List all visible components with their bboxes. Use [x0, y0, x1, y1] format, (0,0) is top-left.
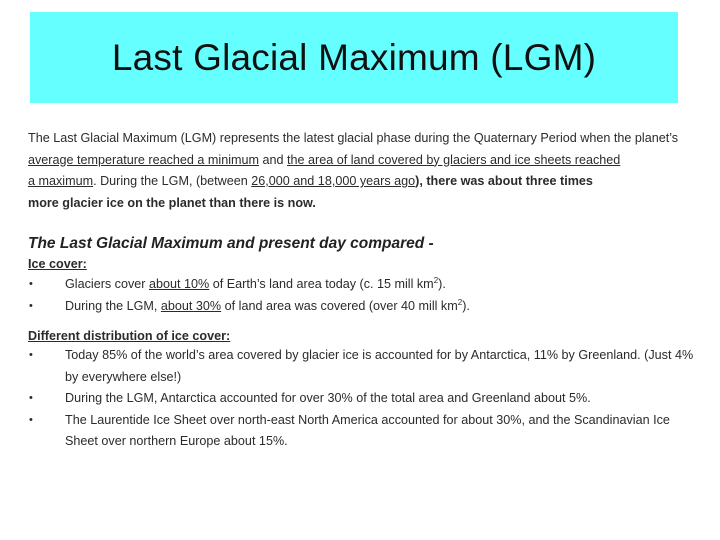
intro-bold-text: more glacier ice on the planet than there is now.: [28, 195, 316, 210]
slide-content: [28, 128, 700, 453]
intro-underlined-text: average temperature reached a minimum: [28, 152, 259, 167]
list-item: [28, 410, 700, 453]
distribution-list: [28, 345, 700, 453]
intro-paragraph: [28, 128, 700, 214]
intro-text: and: [259, 152, 288, 167]
list-item-text: The Laurentide Ice Sheet over north-east North America accounted for about 30%, and the Scandinavian Ice Sheet over northern Europe about 15%.: [65, 412, 670, 448]
ice-cover-heading: Ice cover:: [28, 257, 87, 271]
intro-underlined-text: a maximum: [28, 174, 94, 188]
list-item: [28, 296, 700, 318]
bullet-marker: •: [29, 413, 33, 426]
list-item-text: Today 85% of the world’s area covered by glacier ice is accounted for by Antarctica, 11% by Greenland. (Just 4% by everywhere else!): [65, 348, 694, 384]
distribution-heading: Different distribution of ice cover:: [28, 329, 231, 343]
list-item-text: During the LGM, Antarctica accounted for over 30% of the total area and Greenland about 5%.: [65, 391, 591, 405]
intro-underlined-text: 26,000 and 18,000 years ago: [251, 174, 416, 188]
bullet-marker: •: [29, 349, 33, 361]
intro-underlined-text: the area of land covered by glaciers and ice sheets reached: [287, 152, 621, 167]
intro-text: . During the LGM, (between: [93, 174, 252, 188]
intro-text: The Last Glacial Maximum (LGM) represents the latest glacial phase during the Quaternary Period when the planet’s: [28, 131, 679, 145]
bullet-marker: •: [29, 392, 33, 404]
bullet-marker: •: [29, 299, 33, 312]
list-item-text: Glaciers cover about 10% of Earth’s land area today (c. 15 mill $km^2$).: [65, 275, 446, 291]
list-item: [28, 274, 700, 296]
title-banner: [30, 12, 678, 103]
bullet-marker: •: [29, 278, 33, 290]
slide-title: Last Glacial Maximum (LGM): [111, 36, 597, 78]
list-item: [28, 345, 700, 388]
list-item: [28, 388, 700, 410]
comparison-heading: The Last Glacial Maximum and present day compared -: [28, 235, 434, 252]
ice-cover-list: [28, 274, 700, 317]
intro-bold-text: ), there was about three times: [415, 174, 593, 188]
list-item-text: During the LGM, about 30% of land area was covered (over 40 mill $km^2$).: [65, 297, 470, 313]
